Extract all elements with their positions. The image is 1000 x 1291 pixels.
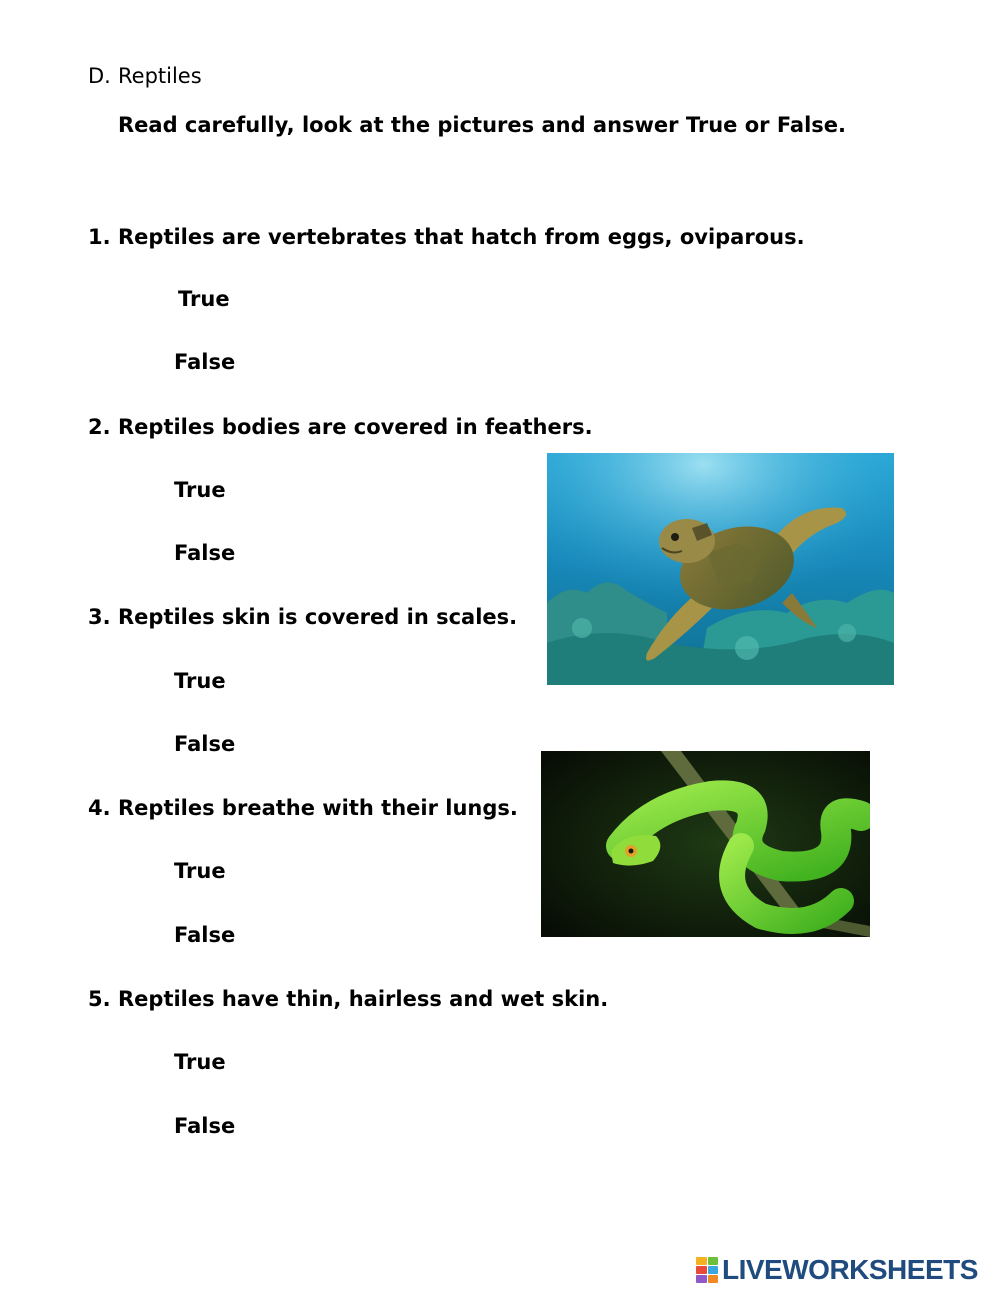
question-number: 1. [88,225,111,249]
question-text: Reptiles breathe with their lungs. [118,796,518,820]
option-false[interactable]: False [174,923,236,947]
question-text: Reptiles bodies are covered in feathers. [118,415,593,439]
green-snake-illustration [541,751,870,937]
question-text: Reptiles have thin, hairless and wet skin. [118,987,609,1011]
section-title: Reptiles [118,64,202,88]
question-number: 4. [88,796,111,820]
option-false[interactable]: False [174,1114,236,1138]
option-true[interactable]: True [178,287,230,311]
option-true[interactable]: True [174,859,226,883]
logo-text: LIVEWORKSHEETS [722,1254,978,1285]
question-number: 5. [88,987,111,1011]
option-true[interactable]: True [174,1050,226,1074]
option-true[interactable]: True [174,478,226,502]
logo-mark-icon [696,1257,718,1283]
option-false[interactable]: False [174,541,236,565]
option-false[interactable]: False [174,732,236,756]
question-number: 3. [88,605,111,629]
question-number: 2. [88,415,111,439]
section-letter: D. [88,64,111,88]
option-true[interactable]: True [174,669,226,693]
instructions: Read carefully, look at the pictures and answer True or False. [118,113,847,137]
option-false[interactable]: False [174,350,236,374]
liveworksheets-logo [696,1255,978,1285]
question-text: Reptiles skin is covered in scales. [118,605,518,629]
green-snake-photo [541,751,870,937]
sea-turtle-photo [547,453,894,685]
sea-turtle-illustration [547,453,894,685]
question-text: Reptiles are vertebrates that hatch from eggs, oviparous. [118,225,805,249]
